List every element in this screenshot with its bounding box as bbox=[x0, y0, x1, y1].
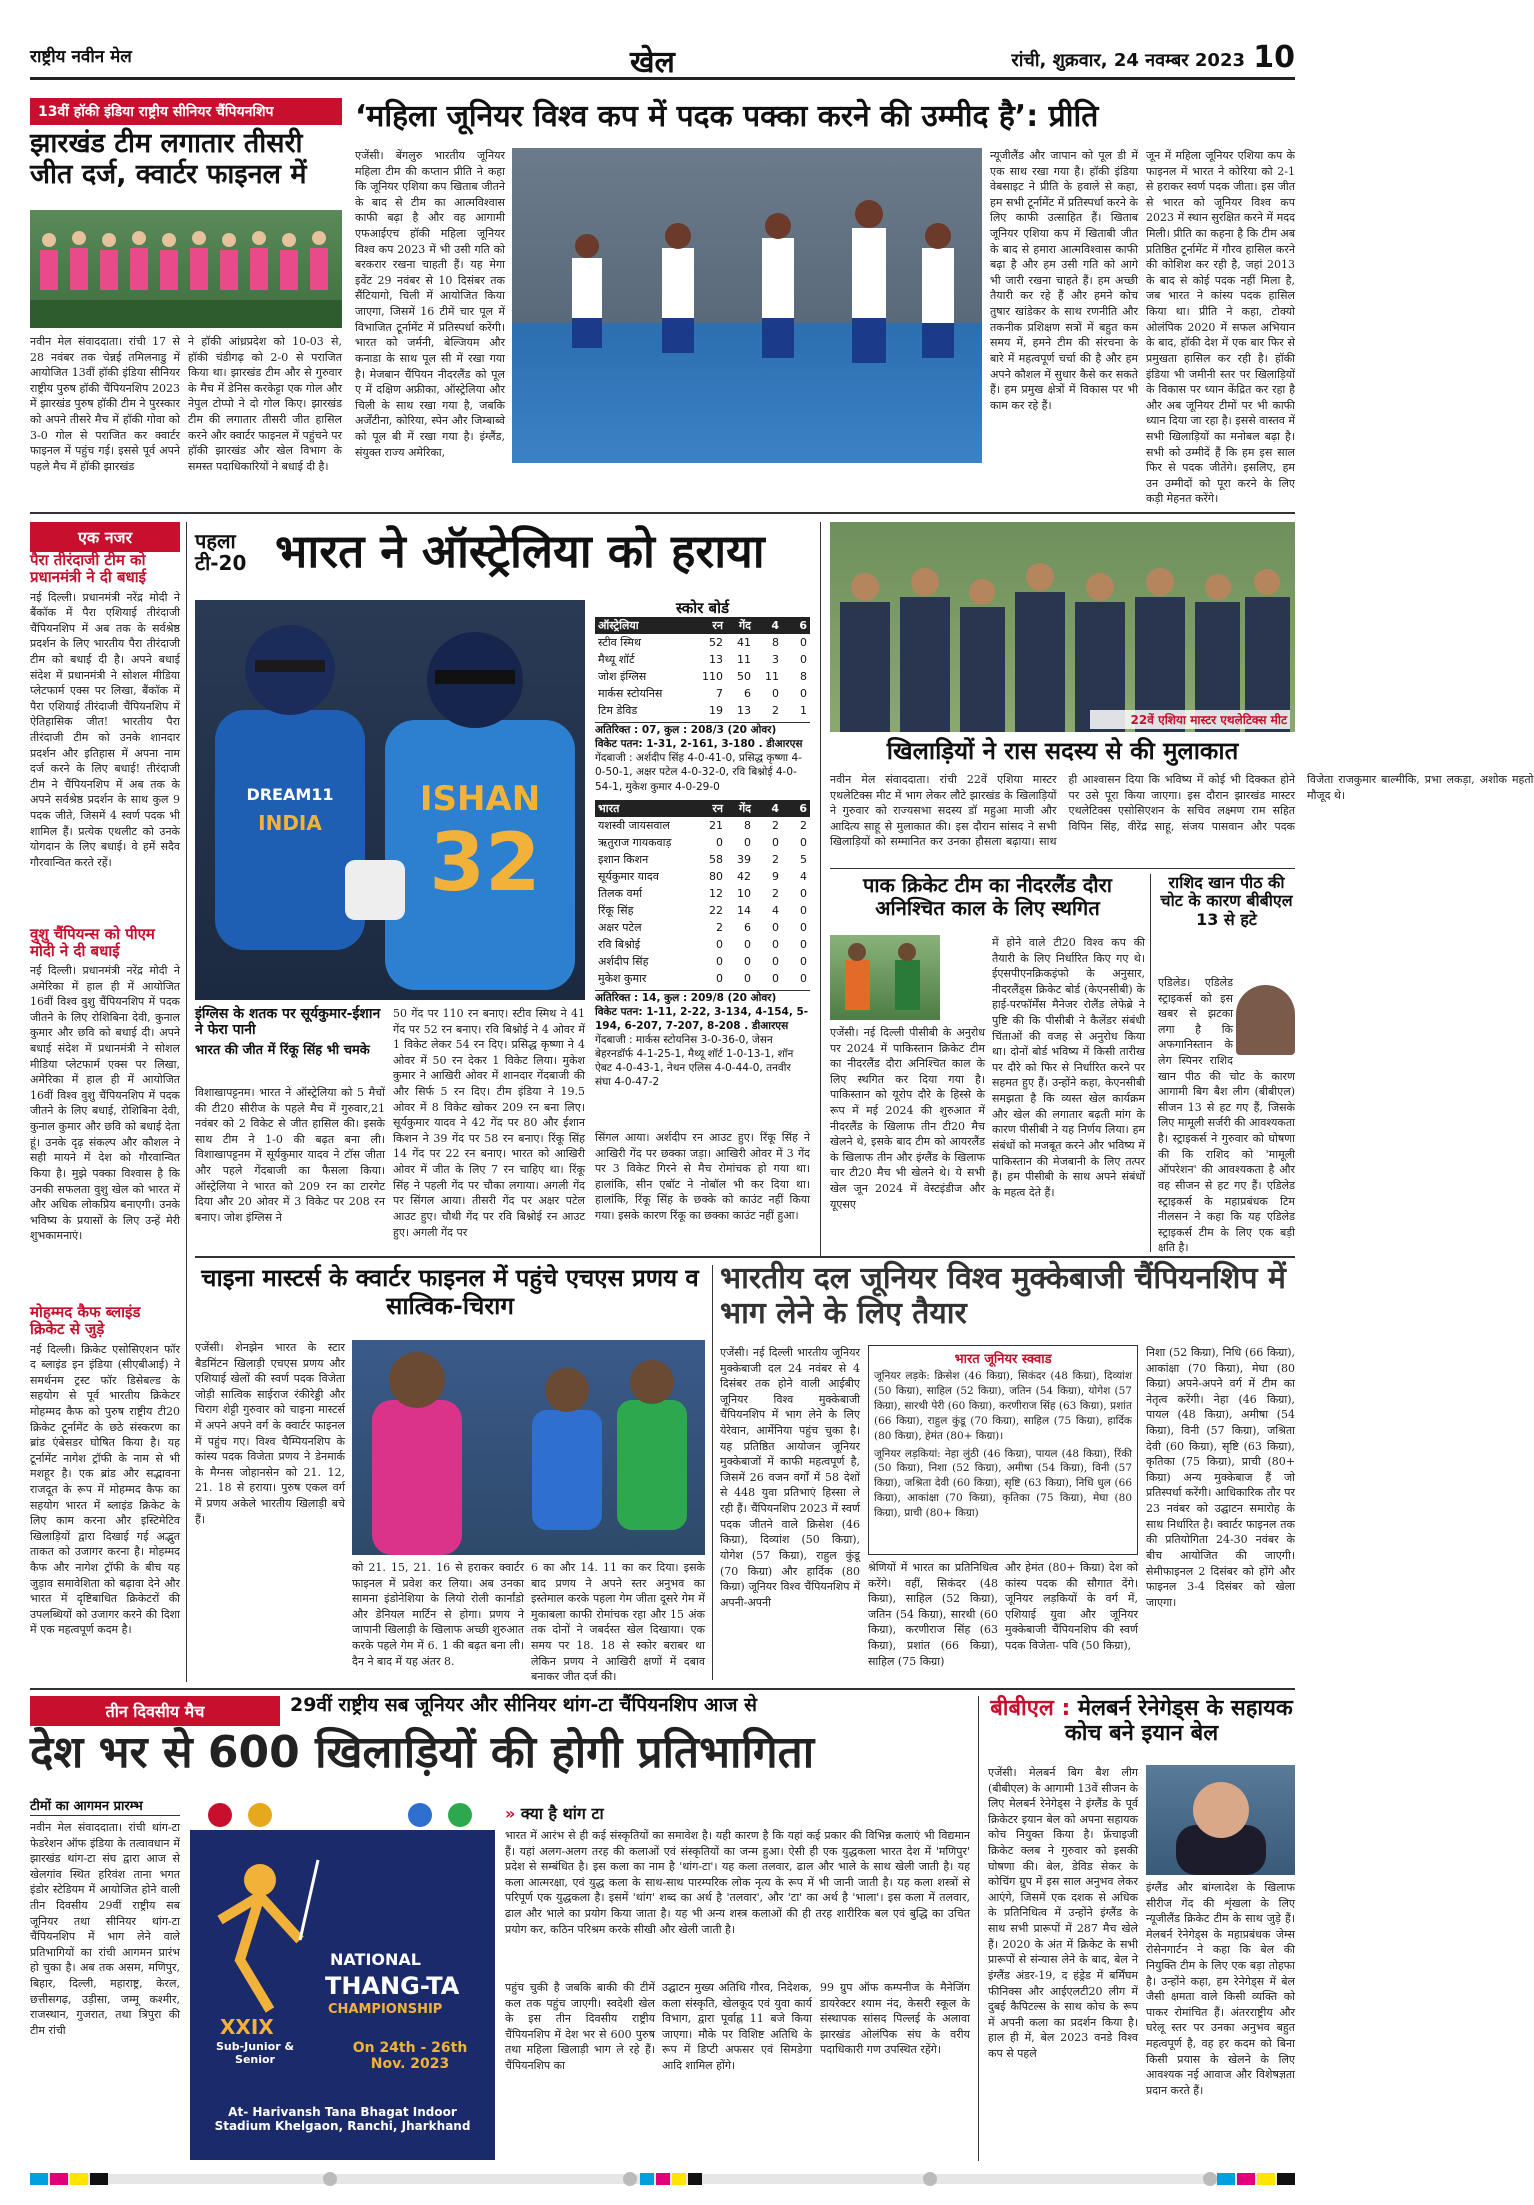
players-running-icon bbox=[512, 148, 982, 463]
arrival-head: टीमों का आगमन प्रारम्भ bbox=[30, 1800, 180, 1816]
thangta-body-col3: उद्घाटन मुख्य अतिथि गौरव, निदेशक, कला संस्कृति, खेलकूद एवं युवा कार्य विभाग, द्वारा पूर्वाह्न 11 बजे किया जाएगा। मौके पर विशिष्ट अतिथि के रूप में डिप्टी अफसर एवं सिमडेगा आदि शामिल होंगे। bbox=[662, 1981, 812, 2073]
table-row: स्टीव स्मिथ 52 41 8 0 bbox=[598, 636, 807, 650]
table-row: सूर्यकुमार यादव 80 42 9 4 bbox=[598, 869, 807, 883]
thangta-headline: देश भर से 600 खिलाड़ियों की होगी प्रतिभागिता bbox=[30, 1727, 815, 1778]
poster-sub: Sub-Junior & Senior bbox=[215, 2040, 295, 2066]
masthead bbox=[30, 40, 1295, 80]
thangta-body-col4: 99 ग्रुप ऑफ कम्पनीज के मैनेजिंग डायरेक्टर श्याम नंद, केसरी स्कूल के संस्थापक सांसद पिल्लई के अलावा झारखंड ओलंपिक संघ के वरीय पदाधिकारी गण उपस्थित रहेंगे। bbox=[820, 1981, 970, 2057]
poster-dates: On 24th - 26th Nov. 2023 bbox=[352, 2040, 468, 2072]
table-row: इशान किशन 58 39 2 5 bbox=[598, 852, 807, 866]
newspaper-logo: राष्ट्रीय नवीन मेल bbox=[30, 47, 132, 67]
aus-extras: अतिरिक्त : 07, कुल : 208/3 (20 ओवर) bbox=[595, 722, 810, 737]
ind-fow: विकेट पतन: 1-11, 2-22, 3-134, 4-154, 5-194, 6-207, 7-207, 8-208 . डीआरएस bbox=[595, 1005, 809, 1032]
table-header-row: भारत रन गेंद 4 6 bbox=[595, 800, 810, 817]
jersey-brand: DREAM11 bbox=[246, 785, 334, 804]
brief-headline-2: वुशु चैंपियन्स को पीएम मोदी ने दी बधाई bbox=[30, 924, 155, 960]
thangta-body-col2: पहुंच चुकी है जबकि बाकी की टीमें कल तक पहुंच जाएगी। स्वदेशी खेल के इस तीन दिवसीय राष्ट्रीय चैंपियनशिप में देश भर से 600 पुरुष तथा महिला खिलाड़ी भाग ले रहे हैं। चैंपियनशिप का bbox=[505, 1981, 655, 2073]
ind-bowling: गेंदबाजी : मार्कस स्टोयनिस 3-0-36-0, जेसन बेहरनडॉर्फ 4-1-25-1, मैथ्यू शॉर्ट 1-0-13-1, शॉन ऐबट 4-0-43-1, नेथन एलिस 4-0-44-0, तनवीर संघा 4-0-47-2 bbox=[595, 1033, 794, 1089]
table-row: ऋतुराज गायकवाड़ 0 0 0 0 bbox=[598, 835, 807, 849]
women-cup-col2: न्यूजीलैंड और जापान को पूल डी में एक साथ रखा गया है। हॉकी इंडिया वेबसाइट ने प्रीति के हवाले से कहा, हम सभी टूर्नामेंट में प्रतिस्पर्धा करने के लिए काफी उत्साहित हैं। खिताब जूनियर एशिया कप में खिताबी जीत के बाद से हमारा आत्मविश्वास काफी बढ़ा है और हम उसी गति को आगे भी जारी रखना चाहते हैं। हम अच्छी तैयारी कर रहे हैं और हमने कोच तुषार खांडेकर के साथ रणनीति और तकनीक प्रशिक्षण सत्रों में बहुत कम समय में, हमने टीम की संरचना के बारे में महत्वपूर्ण चर्चा की है और हम अपने कौशल में सुधार कैसे कर सकते हैं। हम प्रमुख क्षेत्रों में विकास पर भी काम कर रहे हैं। bbox=[990, 149, 1138, 412]
cricketers-icon bbox=[830, 935, 940, 1020]
cricket-photo bbox=[195, 600, 585, 1000]
double-arrow-icon: » bbox=[505, 1804, 516, 1823]
women-cup-headline: ‘महिला जूनियर विश्व कप में पदक पक्का करने की उम्मीद है’: प्रीति bbox=[355, 99, 1099, 134]
t20-headline: भारत ने ऑस्ट्रेलिया को हराया bbox=[275, 524, 765, 578]
athletes-caption: 22वें एशिया मास्टर एथलेटिक्स मीट bbox=[1090, 710, 1290, 729]
rashid-body-text: एडिलेड। एडिलेड स्ट्राइकर्स को इस खबर से झटका लगा है कि अफगानिस्तान के लेग स्पिनर राशिद खान पीठ की चोट के कारण आगामी बिग बैश लीग (बीबीएल) सीजन 13 से हट गए हैं, जिसके लिए मामूली सर्जरी की आवश्यकता है। स्ट्राइकर्स ने गुरुवार को घोषणा की कि राशिद को 'मामूली ऑपरेशन' की आवश्यकता है और वह सीजन से हट गए हैं। एडिलेड स्ट्राइकर्स के महाप्रबंधक टिम नीलसन ने कहा कि यह एडिलेड स्ट्राइकर्स टीम के लिए एक बड़ी क्षति है। bbox=[1158, 976, 1295, 1255]
squad-girls: जूनियर लड़कियां: नेहा लुंठी (46 किग्रा), पायल (48 किग्रा), रिंकी (50 किग्रा), निशा (52 किग्रा), अमीषा (54 किग्रा), विनी (57 किग्रा), जश्रिता देवी (60 किग्रा), सृष्टि (63 किग्रा), निधि धुल (66 किग्रा), आकांक्षा (70 किग्रा), कृतिका (75 किग्रा), मेघा (80 किग्रा), प्राची (80+ किग्रा) bbox=[874, 1447, 1132, 1520]
t20-kicker bbox=[195, 530, 265, 574]
poster-edition: XXIX bbox=[220, 2015, 274, 2039]
table-row: रवि बिश्नोई 0 0 0 0 bbox=[598, 937, 807, 951]
thangta-subhead: 29वीं राष्ट्रीय सब जूनियर और सीनियर थांग-टा चैंपियनशिप आज से bbox=[290, 1694, 757, 1716]
women-cup-col3: जून में महिला जूनियर एशिया कप के फाइनल में भारत ने कोरिया को 2-1 से हराकर स्वर्ण पदक जीता। इस जीत से भारत को जूनियर विश्व कप 2023 में स्थान सुरक्षित करने में मदद मिली। प्रीति का कहना है कि टीम अब प्रतिष्ठित टूर्नामेंट में गौरव हासिल करने की कोशिश कर रही है, जहां 2013 के बाद से कोई पदक नहीं मिला है, जब भारत ने कांस्य पदक हासिल किया था। प्रीति ने कहा, टोक्यो ओलंपिक 2020 में सफल अभियान के बाद, हॉकी देश में एक बार फिर से प्रमुखता हासिल कर रही है। हॉकी इंडिया भी जमीनी स्तर पर खिलाड़ियों के विकास पर ध्यान केंद्रित कर रहा है और अब जूनियर टीमों पर भी काफी ध्यान दिया जा रहा है। इससे वास्तव में सभी खिलाड़ियों का मनोबल बढ़ा है। सभी को उम्मीदें हैं कि हम इस साल फिर से पदक जीतेंगे। इसलिए, हम उन उम्मीदों को पूरा करने के लिए कड़ी मेहनत करेंगे। bbox=[1146, 149, 1295, 506]
t20-kicker-line2: टी-20 bbox=[195, 551, 247, 575]
bbl-headline bbox=[988, 1696, 1295, 1747]
badminton-players-icon bbox=[352, 1340, 705, 1555]
jersey-number: 32 bbox=[429, 816, 541, 909]
bbl-body-col2: इंग्लैंड और बांग्लादेश के खिलाफ सीरीज गेंद की शृंखला के लिए न्यूजीलैंड क्रिकेट टीम के साथ जुड़े हैं। मेलबर्न रेनेगेड्स के महाप्रबंधक जेम्स रोसेनगार्टन ने कहा कि बेल की नियुक्ति टीम के लिए एक बड़ा तोहफा है। उन्होंने कहा, हम रेनेगेड्स में बेल जैसी क्षमता वाले किसी व्यक्ति को पाकर रोमांचित हैं। अंतरराष्ट्रीय और घरेलू स्तर पर उनका अनुभव बहुत महत्वपूर्ण है, वह हर कदम को बिना किसी प्रयास के खेलने के लिए आवश्यक नई आवाज और विशेषज्ञता प्रदान करते हैं। bbox=[1146, 1881, 1295, 2097]
hockey-kicker: 13वीं हॉकी इंडिया राष्ट्रीय सीनियर चैंपियनशिप bbox=[30, 98, 342, 125]
thangta-body-col1: नवीन मेल संवाददाता। रांची थांग-टा फेडरेशन ऑफ इंडिया के तत्वावधान में झारखंड थांग-टा संघ द्वारा आज से खेलगांव स्थित हरिवंश ताना भगत इंडोर स्टेडियम में आयोजित होने वाली तीन दिवसीय 29वीं राष्ट्रीय सब जूनियर तथा सीनियर थांग-टा चैंपियनशिप में भाग लेने वाले प्रतिभागियों का रांची आगमन प्रारंभ हो चुका है। अब तक असम, मणिपुर, बिहार, दिल्ली, महाराष्ट्र, केरल, छत्तीसगढ़, उड़ीसा, जम्मू कश्मीर, राजस्थान, गुजरात, तथा त्रिपुरा की टीम रांची bbox=[30, 1821, 180, 2037]
brief-headline-1: पैरा तीरंदाजी टीम को प्रधानमंत्री ने दी बधाई bbox=[30, 551, 146, 587]
t20-kicker-line1: पहला bbox=[195, 529, 236, 553]
hockey-body-col2: ने हॉकी आंध्रप्रदेश को 10-03 से, हॉकी चंडीगढ़ को 2-0 से पराजित किया था। झारखंड टीम और से गुरुवार के मैच में डेनिस करकेट्टा एक गोल और नेपुल टोप्पो ने दो गोल किए। झारखंड टीम की लगातार तीसरी जीत हासिल करने और क्वार्टर फाइनल में पहुंचने पर हॉकी झारखंड और खेल विभाग के समस्त पदाधिकारियों ने बधाई दी है। bbox=[188, 335, 342, 473]
ind-extras: अतिरिक्त : 14, कुल : 209/8 (20 ओवर) bbox=[595, 990, 810, 1005]
table-row: जोश इंग्लिस 110 50 11 8 bbox=[598, 670, 807, 684]
ek-nazar-label: एक नजर bbox=[30, 522, 180, 552]
brief-headline-3: मोहम्मद कैफ ब्लाइंड क्रिकेट से जुड़े bbox=[30, 1303, 141, 1339]
china-body-col3: 6 का और 14. 11 का कर दिया। इसके बाद प्रणय ने अपने स्तर अनुभव का इस्तेमाल करके पहला गेम जीता दूसरे गेम में मुकाबला काफी रोमांचक रहा और 15 अंक तक दोनों ने जबर्दस्त खेल दिखाया। एक समय पर 18. 18 से स्कोर बराबर था लेकिन प्रणय ने आखिरी क्षणों में दबाव बनाकर जीत दर्ज की। bbox=[531, 1561, 705, 1684]
print-registration-bar bbox=[30, 2170, 1295, 2188]
dateline: रांची, शुक्रवार, 24 नवम्बर 2023 bbox=[1011, 50, 1245, 71]
hockey-team-photo bbox=[30, 210, 342, 328]
athletes-body: नवीन मेल संवाददाता। रांची 22वें एशिया मास्टर एथलेटिक्स मीट में भाग लेकर लौटे झारखंड के खिलाड़ियों ने गुरुवार को राज्यसभा सदस्य डॉ महुआ माजी और आदित्य साहू से मुलाकात की। इस दौरान सांसद ने सभी खिलाड़ियों को सम्मानित कर उनका हौसला बढ़ाया। साथ ही आश्वासन दिया कि भविष्य में कोई भी दिक्कत होने पर उसे पूरा किया जाएगा। इस दौरान झारखंड मास्टर एथलेटिक्स एसोसिएशन के सचिव लक्ष्मण राम सहित विपिन सिंह, वीरेंद्र साहू, संजय पासवान और पदक विजेता राजकुमार बाल्मीकि, प्रभा लकड़ा, अशोक महतो मौजूद थे। bbox=[830, 773, 1534, 849]
china-body-col2: को 21. 15, 21. 16 से हराकर क्वार्टर फाइनल में प्रवेश कर लिया। अब उनका सामना इंडोनेशिया के लियो रोली कार्नांडो और डेनियल मार्टिन से होगा। प्रणय ने जापानी खिलाड़ी के खिलाफ अच्छी शुरुआत करके पहले गेम में 6. 1 की बढ़त बना ली। दैन ने बाद में यह अंतर 8. bbox=[352, 1561, 524, 1668]
women-cup-col1: एजेंसी। बेंगलुरु भारतीय जूनियर महिला टीम की कप्तान प्रीति ने कहा कि जूनियर एशिया कप खिताब जीतने के बाद से टीम का आत्मविश्वास काफी बढ़ा है और वह आगामी एफआईएच हॉकी महिला जूनियर विश्व कप 2023 में भी उसी गति को बरकरार रखना चाहती हैं। यह मेगा इवेंट 29 नवंबर से 10 दिसंबर तक सैंटियागो, चिली में आयोजित किया जाएगा, जिसमें 16 टीमें चार पूल में विभाजित टूर्नामेंट में प्रतिस्पर्धा करेंगी। भारत को जर्मनी, बेल्जियम और कनाडा के साथ पूल सी में रखा गया है। मेजबान चैंपियन नीदरलैंड को पूल ए में दक्षिण अफ्रीका, ऑस्ट्रेलिया और चिली के साथ रखा गया है, जबकि अर्जेंटीना, कोरिया, स्पेन और जिम्बाब्वे को पूल बी में रखा गया है। इंग्लैंड, संयुक्त राज्य अमेरिका, bbox=[355, 149, 505, 459]
divider bbox=[30, 512, 1295, 514]
boxing-headline: भारतीय दल जूनियर विश्व मुक्केबाजी चैंपियनशिप में भाग लेने के लिए तैयार bbox=[720, 1261, 1286, 1331]
rashid-headline: राशिद खान पीठ की चोट के कारण बीबीएल 13 से हटे bbox=[1160, 873, 1293, 929]
brief-text-1: नई दिल्ली। प्रधानमंत्री नरेंद्र मोदी ने बैंकॉक में पैरा एशियाई तीरंदाजी चैंपियनशिप में अब तक के सर्वश्रेष्ठ प्रदर्शन के लिए भारतीय पैरा तीरंदाजी टीम को बधाई दी है। अपने बधाई संदेश में प्रधानमंत्री ने सोशल मीडिया प्लेटफार्म एक्स पर लिखा, बैंकॉक में पैरा एशियाई तीरंदाजी चैंपियनशिप में ऐतिहासिक जीत! भारतीय पैरा तीरंदाजी टीम को उनके शानदार प्रदर्शन और इतिहास में अपना नाम दर्ज करने के लिए बधाई! तीरंदाजी टीम ने चैंपियनशिप में अब तक के अपने सर्वश्रेष्ठ प्रदर्शन के साथ कुल 9 पदक जीते, जिसमें 4 स्वर्ण पदक भी शामिल हैं। प्रत्येक एथलीट को उनके योगदान के लिए बधाई। वे हमें सदैव गौरवान्वित करते रहें। bbox=[30, 590, 180, 869]
table-row: अक्षर पटेल 2 6 0 0 bbox=[598, 920, 807, 934]
t20-body-col1: विशाखापट्टनम। भारत ने ऑस्ट्रेलिया को 5 मैचों की टी20 सीरीज के पहले मैच में गुरुवार,21 नवंबर को 2 विकेट से जीत हासिल की। इसके साथ टीम ने 1-0 की बढ़त बना ली। विशाखापट्टनम में सूर्यकुमार यादव ने टॉस जीता और पहले गेंदबाजी का फैसला किया। ऑस्ट्रेलिया ने भारत को 209 रन का टारगेट दिया और 20 ओवर में 3 विकेट पर 208 रन बनाए। जोश इंग्लिस ने bbox=[195, 1086, 385, 1224]
pak-body-col1: एजेंसी। नई दिल्ली पीसीबी के अनुरोध पर 2024 में पाकिस्तान क्रिकेट टीम का नीदरलैंड दौरा अनिश्चित काल के लिए स्थगित कर दिया गया है। पाकिस्तान को यूरोप दौरे के हिस्से के रूप में मई 2024 की शुरुआत में नीदरलैंड के खिलाफ तीन टी20 मैच खेलने थे, इसके बाद टीम को आयरलैंड के खिलाफ तीन और इंग्लैंड के खिलाफ चार टी20 मैच भी खेलने थे। ये सभी खेल जून 2024 में वेस्टइंडीज और यूएसए bbox=[830, 1026, 985, 1211]
table-row: मुकेश कुमार 0 0 0 0 bbox=[598, 971, 807, 985]
team-figures-icon bbox=[30, 210, 342, 328]
person-portrait-icon bbox=[1146, 1765, 1295, 1875]
scorecard-australia-table bbox=[595, 617, 810, 719]
table-row: यशस्वी जायसवाल 21 8 2 2 bbox=[598, 818, 807, 832]
whatis-body: भारत में आरंभ से ही कई संस्कृतियों का समावेश है। यही कारण है कि यहां कई प्रकार की विभिन्न कलाएं भी विद्यमान हैं। यहां अलग-अलग तरह की कलाओं एवं संस्कृतियों का जन्म हुआ। ऐसी ही एक युद्धकला भारत देश में 'मणिपुर' प्रदेश से सम्बंधित है। इस कला का नाम है 'थांग-टा'। यह कला तलवार, ढाल और भाले के साथ खेली जाती है। यह कला आत्मरक्षा, एवं युद्ध कला के साथ-साथ पारम्परिक लोक नृत्य के रूप में भी जानी जाती है। यह कला शस्त्रों से परिपूर्ण एक युद्धकला है। इसमें 'थांग' शब्द का अर्थ है 'तलवार', और 'टा' का अर्थ है 'भाला'। इस कला में तलवार, ढाल और भाले का प्रयोग किया जाता है। यह भी अन्य शस्त्र कलाओं की ही तरह शारीरिक बल एवं बुद्धि का उचित प्रयोग कर, कठिन परिश्रम करके सीखी और खेली जाती है। bbox=[505, 1829, 970, 1936]
hockey-headline: झारखंड टीम लगातार तीसरी जीत दर्ज, क्वार्टर फाइनल में bbox=[30, 128, 307, 191]
bbl-body-col1: एजेंसी। मेलबर्न बिग बैश लीग (बीबीएल) के आगामी 13वें सीजन के लिए मेलबर्न रेनेगेड्स ने इंग्लैंड के पूर्व क्रिकेटर इयान बेल को अपना सहायक कोच नियुक्त किया है। फ्रेंचाइजी क्रिकेट क्लब ने गुरुवार को इसकी घोषणा की। बेल, डेविड सेकर के कोचिंग ग्रुप में इस साल अनुभव लेकर आएंगे, जिसमें एक दशक से अधिक के प्रतिनिधित्व में उन्होंने इंग्लैंड के साथ सभी प्रारूपों में 287 मैच खेले हैं। 2020 के अंत में क्रिकेट के सभी प्रारूपों से संन्यास लेने के बाद, बेल ने इंग्लैंड अंडर-19, द हंड्रेड में बर्मिंघम फीनिक्स और आईएलटी20 लीग में दुबई कैपिटल्स के साथ कोच के रूप में अपनी कला का प्रदर्शन किया है। हाल ही में, बेल 2023 वनडे विश्व कप से पहले bbox=[988, 1766, 1138, 2060]
pak-body-col2: में होने वाले टी20 विश्व कप की तैयारी के लिए निर्धारित किए गए थे। ईएसपीएनक्रिकइंफो के अनुसार, नीदरलैंड्स क्रिकेट बोर्ड (केएनसीबी) के हाई-परफॉर्मेंस मैनेजर रोलैंड लेफेब्रे ने पुष्टि की कि पीसीबी ने कैलेंडर संबंधी चिंताओं की वजह से अनुरोध किया था। दोनों बोर्ड भविष्य में किसी तारीख पर दौरे को फिर से निर्धारित करने पर सहमत हुए हैं। उन्होंने कहा, केएनसीबी समझता है कि व्यस्त खेल कार्यक्रम और खेल की लगातार बढ़ती मांग के कारण पीसीबी ने यह निर्णय लिया। हम संबंधों को मजबूत करने और भविष्य में पाकिस्तान की मेजबानी के लिए तत्पर हैं। हम पीसीबी के साथ अपने संबंधों के महत्व देते हैं। bbox=[992, 936, 1145, 1199]
pak-headline: पाक क्रिकेट टीम का नीदरलैंड दौरा अनिश्चित काल के लिए स्थगित bbox=[863, 873, 1112, 920]
boxing-body-col3: और हेमंत (80+ किग्रा) देश को कांस्य पदक की सौगात देंगे। जूनियर लड़कियों के वर्ग में, एशियाई युवा और जूनियर मुक्केबाजी चैंपियनशिप की स्वर्ण पदक विजेता- पवि (50 किग्रा), bbox=[1005, 1561, 1138, 1653]
bbl-headline-text: मेलबर्न रेनेगेड्स के सहायक कोच बने इयान बेल bbox=[1064, 1696, 1293, 1747]
scorecard-india-table bbox=[595, 800, 810, 987]
table-header-row: ऑस्ट्रेलिया रन गेंद 4 6 bbox=[595, 617, 810, 634]
pak-cricket-photo bbox=[830, 935, 940, 1020]
women-cup-col1b bbox=[512, 468, 742, 508]
athletes-photo bbox=[830, 522, 1295, 732]
squad-title: भारत जूनियर स्क्वाड bbox=[954, 1352, 1052, 1367]
ek-nazar-column bbox=[30, 552, 180, 1682]
t20-subhead-1: इंग्लिस के शतक पर सूर्यकुमार-ईशान ने फेरा पानी bbox=[195, 1006, 381, 1039]
bbl-kicker: बीबीएल : bbox=[990, 1696, 1071, 1721]
table-row: रिंकू सिंह 22 14 4 0 bbox=[598, 903, 807, 917]
group-people-icon bbox=[830, 522, 1295, 732]
poster-venue: At- Harivansh Tana Bhagat Indoor Stadium Khelgaon, Ranchi, Jharkhand bbox=[214, 2105, 471, 2133]
t20-subhead-2: भारत की जीत में रिंकू सिंह भी चमके bbox=[195, 1043, 370, 1059]
women-hockey-photo bbox=[512, 148, 982, 463]
squad-boys: जूनियर लड़के: क्रिसेश (46 किग्रा), सिकंदर (48 किग्रा), दिव्यांश (50 किग्रा), साहिल (52 किग्रा), जतिन (54 किग्रा), योगेश (57 किग्रा), सारथी पेरी (60 किग्रा), करणीराज सिंह (63 किग्रा), प्रशांत (66 किग्रा), राहुल कुंडू (70 किग्रा), साहिल (75 किग्रा), हार्दिक (80 किग्रा), हेमंत (80+ किग्रा)। bbox=[874, 1370, 1132, 1442]
registration-marks-icon bbox=[30, 2170, 1295, 2188]
brief-text-3: नई दिल्ली। क्रिकेट एसोसिएशन फॉर द ब्लाइंड इन इंडिया (सीएबीआई) ने समर्थनम ट्रस्ट फॉर डिसेबल्ड के सहयोग से पूर्व भारतीय क्रिकेटर मोहम्मद कैफ को पुरुष राष्ट्रीय टी20 क्रिकेट टूर्नामेंट के छठे संस्करण का ब्रांड एंबेसडर घोषित किया है। यह टूर्नामेंट नागेश ट्रॉफी के नाम से भी मशहूर है। एक ब्रांड और सद्भावना राजदूत के रूप में मोहम्मद कैफ का सहयोग भारत में ब्लाइंड क्रिकेट के लिए काम करना और इस्टिमेटिव खिलाड़ियों द्वारा दिखाई गई अद्भुत ताकत को उजागर करना है। मोहम्मद कैफ और नागेश ट्रॉफी के बीच यह जुड़ाव समावेशिता को बढ़ावा देने और भारत में दृष्टिबाधित क्रिकेटरों की उपलब्धियों को उजागर करने की दिशा में एक महत्वपूर्ण कदम है। bbox=[30, 1342, 180, 1637]
sponsor-logos-icon bbox=[190, 1800, 495, 1830]
jersey-country: INDIA bbox=[258, 811, 322, 835]
thangta-poster bbox=[190, 1800, 495, 2160]
boxing-body-col2: श्रेणियों में भारत का प्रतिनिधित्व करेंगे। वहीं, सिकंदर (48 किग्रा), साहिल (52 किग्रा), जतिन (54 किग्रा), सारथी (60 किग्रा), करणीराज सिंह (63 किग्रा), प्रशांत (66 किग्रा), साहिल (75 किग्रा) bbox=[868, 1561, 998, 1668]
boxing-body-col1: एजेंसी। नई दिल्ली भारतीय जूनियर मुक्केबाजी दल 24 नवंबर से 4 दिसंबर तक होने वाली आईबीए जूनियर विश्व मुक्केबाजी चैंपियनशिप में भाग लेने के लिए येरेवान, आर्मेनिया पहुंच चुका है। यह प्रतिष्ठित आयोजन जूनियर मुक्केबाजों में काफी महत्वपूर्ण है, जिसमें 26 वजन वर्गों में 58 देशों से 448 युवा प्रतिभाएं हिस्सा ले रही हैं। चैंपियनशिप 2023 में स्वर्ण पदक जीतने वाले क्रिसेश (46 किग्रा), दिव्यांश (50 किग्रा), योगेश (57 किग्रा), राहुल कुंडू (70 किग्रा) और हार्दिक (80 किग्रा) जूनियर विश्व चैंपियनशिप में अपनी-अपनी bbox=[720, 1346, 860, 1609]
aus-bowling: गेंदबाजी : अर्शदीप सिंह 4-0-41-0, प्रसिद्ध कृष्णा 4-0-50-1, अक्षर पटेल 4-0-32-0, रवि बिश्नोई 4-0-54-1, मुकेश कुमार 4-0-29-0 bbox=[595, 752, 802, 793]
martial-artist-icon bbox=[200, 1850, 320, 2010]
poster-thangta: THANG-TA bbox=[325, 1972, 460, 2000]
china-headline: चाइना मास्टर्स के क्वार्टर फाइनल में पहुंचे एचएस प्रणय व सात्विक-चिराग bbox=[201, 1264, 699, 1320]
whatis-head bbox=[505, 1805, 970, 1823]
t20-subheads bbox=[195, 1006, 385, 1059]
poster-championship: CHAMPIONSHIP bbox=[328, 2002, 443, 2017]
poster-national: NATIONAL bbox=[330, 1950, 421, 1969]
rashid-body bbox=[1158, 975, 1295, 1255]
t20-body-col3: सिंगल आया। अर्शदीप रन आउट हुए। रिंकू सिंह ने आखिरी गेंद पर छक्का जड़ा। आखिरी ओवर में 3 गेंद पर 3 विकेट गिरने से मैच रोमांचक हो गया था। हालांकि, सीन एबॉट ने नोबॉल भी कर दिया था। हालांकि, रिंकू सिंह के छक्के को काउंट नहीं किया गया। इसके कारण रिंकू का छक्का काउंट नहीं हुआ। bbox=[595, 1130, 810, 1250]
t20-body-col2: 50 गेंद पर 110 रन बनाए। स्टीव स्मिथ ने 41 गेंद पर 52 रन बनाए। रवि बिश्नोई ने 4 ओवर में 1 विकेट लेकर 54 रन दिए। प्रसिद्ध कृष्णा ने 4 ओवर में 50 रन देकर 1 विकेट लिया। मुकेश कुमार ने आखिरी ओवर में शानदार गेंदबाजी की और सिर्फ 5 रन दिए। टीम इंडिया ने 19.5 ओवर में 8 विकेट खोकर 209 रन बना लिए। सूर्यकुमार यादव ने 42 गेंद पर 80 और ईशान किशन ने 39 गेंद पर 58 रन बनाए। रिंकू सिंह 14 गेंद पर 22 रन बनाए। भारत को आखिरी ओवर में जीत के लिए 7 रन चाहिए था। रिंकू सिंह ने पहली गेंद पर चौका लगाया। अगली गेंद पर सिंगल आया। तीसरी गेंद पर अक्षर पटेल आउट हुए। चौथी गेंद पर रवि बिश्नोई रन आउट हुए। अगली गेंद पर bbox=[393, 1007, 585, 1239]
athletes-headline: खिलाड़ियों ने रास सदस्य से की मुलाकात bbox=[886, 737, 1239, 765]
whatis-head-text: क्या है थांग टा bbox=[520, 1804, 604, 1823]
table-row: टिम डेविड 19 13 2 1 bbox=[598, 704, 807, 718]
badminton-photo bbox=[352, 1340, 705, 1555]
table-row: अर्शदीप सिंह 0 0 0 0 bbox=[598, 954, 807, 968]
china-body-col1: एजेंसी। शेनझेन भारत के स्टार बैडमिंटन खिलाड़ी एचएस प्रणय और एशियाई खेलों की स्वर्ण पदक विजेता जोड़ी सात्विक साईराज रंकीरेड्डी और चिराग शेट्टी गुरुवार को चाइना मास्टर्स में अपने अपने वर्ग के क्वार्टर फाइनल में पहुंच गए। विश्व चैम्पियनशिप के कांस्य पदक विजेता प्रणय ने डेनमार्क के मैग्नस जोहानसेन को 21. 12, 21. 18 से हराया। पुरुष एकल वर्ग में प्रणय अकेले भारतीय खिलाड़ी बचे हैं। bbox=[195, 1341, 345, 1526]
scorecard-title: स्कोर बोर्ड bbox=[675, 599, 730, 617]
batsmen-icon bbox=[195, 600, 585, 1000]
hockey-body-col1: नवीन मेल संवाददाता। रांची 17 से 28 नवंबर तक चेन्नई तमिलनाडु में आयोजित 13वीं हॉकी इंडिया सीनियर राष्ट्रीय पुरुष हॉकी चैंपियनशिप 2023 में झारखंड पुरुष हॉकी टीम ने पुरस्कार को अपने तीसरे मैच में हॉकी गोवा को 3-0 गोल से पराजित कर क्वार्टर फाइनल में पहुंच गई। इससे पूर्व अपने पहले मैच में हॉकी झारखंड bbox=[30, 335, 180, 473]
jersey-name: ISHAN bbox=[419, 779, 541, 819]
table-row: तिलक वर्मा 12 10 2 0 bbox=[598, 886, 807, 900]
page-number: 10 bbox=[1253, 40, 1295, 75]
brief-text-2: नई दिल्ली। प्रधानमंत्री नरेंद्र मोदी ने अमेरिका में हाल ही में आयोजित 16वीं विश्व वुशु चैंपियनशिप में पदक जीतने के लिए रोशिबिना देवी, कुनाल कुमार और छवि को बधाई दी। अपने बधाई संदेश में प्रधानमंत्री ने सोशल मीडिया प्लेटफार्म एक्स पर लिखा, अमेरिका में हाल ही में आयोजित 16वीं विश्व वुशु चैंपियनशिप में पदक जीतने के लिए बधाई, रोशिबिना देवी, कुनाल कुमार और छवि को बधाई देता हूं। उनके दृढ़ संकल्प और कौशल ने सही मायने में देश को गौरवान्वित किया है। मुझे पक्का विश्वास है कि उनकी सफलता वुशु खेल को भारत में और अधिक लोकप्रिय बनाएगी। उनके भविष्य के प्रयासों के लिए उन्हें मेरी शुभकामनाएं। bbox=[30, 964, 180, 1243]
thangta-kicker: तीन दिवसीय मैच bbox=[30, 1696, 280, 1726]
section-title: खेल bbox=[630, 45, 675, 80]
table-row: मैथ्यू शॉर्ट 13 11 3 0 bbox=[598, 653, 807, 667]
boxing-body-col4: निशा (52 किग्रा), निधि (66 किग्रा), आकांक्षा (70 किग्रा), मेघा (80 किग्रा) अपने-अपने वर्ग में टीम का नेतृत्व करेंगी। नेहा (46 किग्रा), पायल (48 किग्रा), अमीषा (54 किग्रा), विनी (57 किग्रा), जश्रिता देवी (60 किग्रा), सृष्टि (63 किग्रा), कृतिका (75 किग्रा), प्राची (80+ किग्रा) अन्य मुक्केबाज हैं जो प्रतिस्पर्धा करेंगी। आधिकारिक तौर पर 23 नवंबर को उद्घाटन समारोह के साथ निर्धारित है। क्वार्टर फाइनल तक की प्रतियोगिता 24-30 नवंबर के बीच आयोजित की जाएगी। सेमीफाइनल 2 दिसंबर को होंगे और फाइनल 3-4 दिसंबर को खेला जाएगा। bbox=[1146, 1346, 1295, 1609]
ian-bell-photo bbox=[1146, 1765, 1295, 1875]
boxing-squad-box bbox=[868, 1345, 1138, 1555]
table-row: मार्कस स्टोयनिस 7 6 0 0 bbox=[598, 687, 807, 701]
aus-fow: विकेट पतन: 1-31, 2-161, 3-180 . डीआरएस bbox=[595, 738, 803, 751]
